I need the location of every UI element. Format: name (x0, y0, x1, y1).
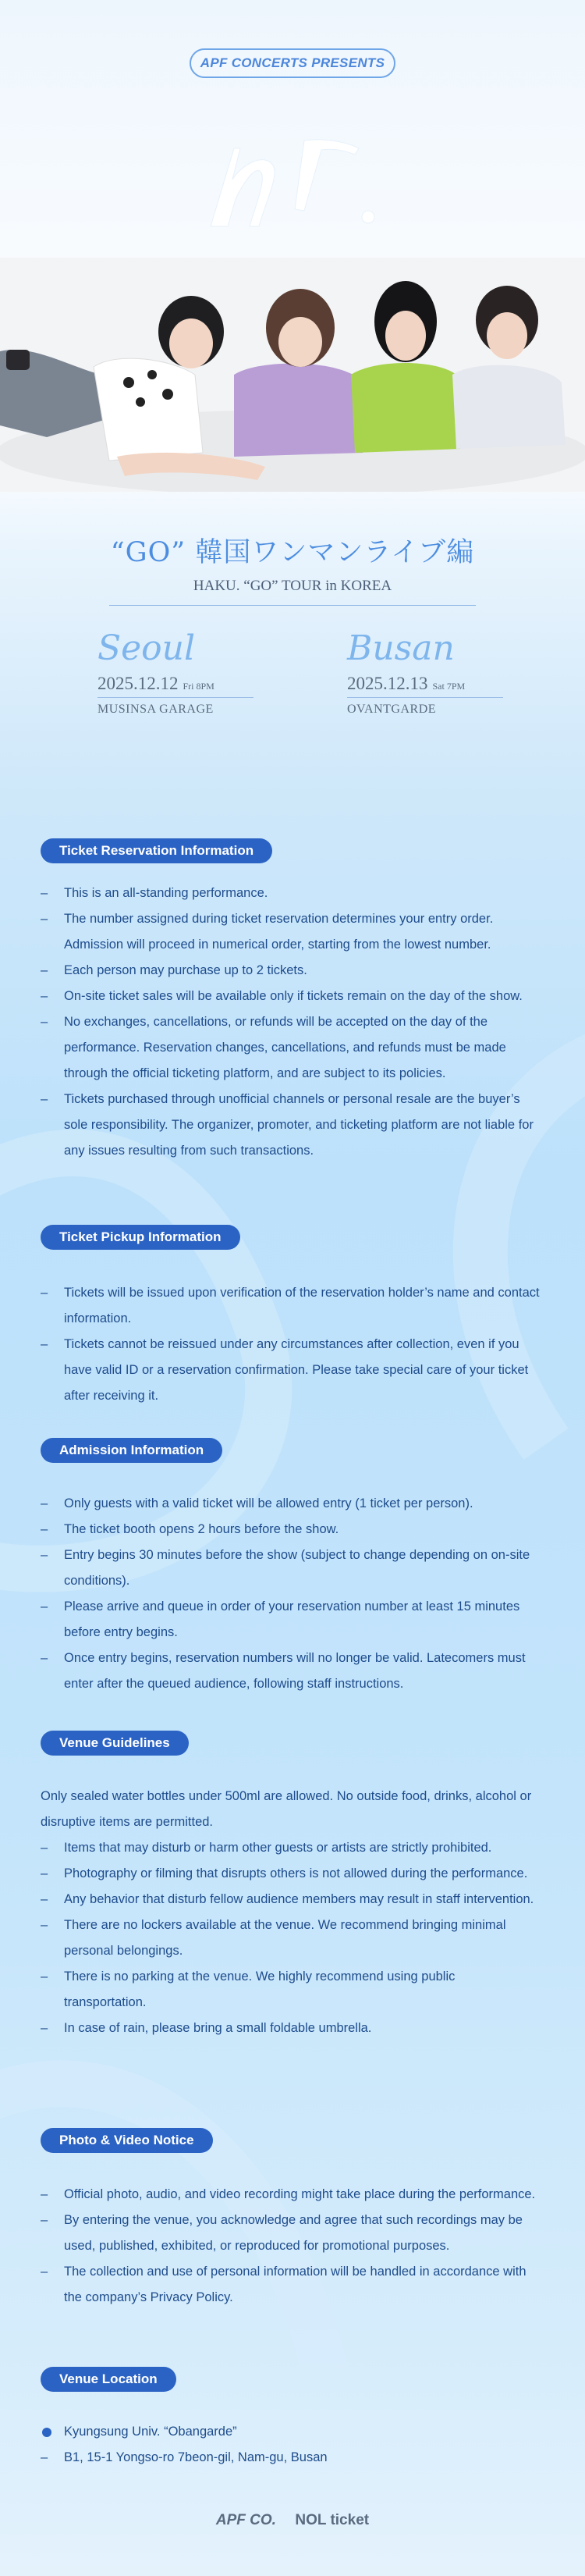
section-title-pickup: Ticket Pickup Information (41, 1225, 240, 1250)
list-item: – Items that may disturb or harm other guests or artists are strictly prohibited. (41, 1835, 540, 1861)
list-item: – Only guests with a valid ticket will be allowed entry (1 ticket per person). (41, 1491, 540, 1517)
footer-logos (0, 2512, 585, 2529)
section-title-admission: Admission Information (41, 1438, 222, 1463)
list-item: – Photography or filming that disrupts others is not allowed during the performance. (41, 1861, 540, 1887)
city-venue-seoul: MUSINSA GARAGE (98, 703, 214, 716)
list-item: – Official photo, audio, and video recording might take place during the performance. (41, 2182, 540, 2208)
city-block-busan (347, 628, 526, 717)
section-title-photo: Photo & Video Notice (41, 2128, 213, 2153)
artist-photo (0, 258, 585, 492)
list-item: – Entry begins 30 minutes before the show (subject to change depending on on-site conditions). (41, 1542, 540, 1594)
venue-intro: Only sealed water bottles under 500ml are allowed. No outside food, drinks, alcohol or disruptive items are permitted. (41, 1789, 532, 1829)
list-item: – Please arrive and queue in order of your reservation number at least 15 minutes before entry begins. (41, 1594, 540, 1646)
city-date-busan: 2025.12.13 Sat 7PM (347, 674, 466, 693)
list-item: – Any behavior that disturb fellow audience members may result in staff intervention. (41, 1887, 540, 1912)
section-title-reservation: Ticket Reservation Information (41, 838, 272, 863)
tour-subtitle: HAKU. “GO” TOUR in KOREA (193, 578, 392, 594)
reservation-list (41, 881, 540, 1164)
nol-ticket-logo: NOL ticket (295, 2512, 370, 2528)
venue-address: – B1, 15-1 Yongso-ro 7beon-gil, Nam-gu, Busan (41, 2445, 540, 2471)
list-item: – Once entry begins, reservation numbers will no longer be valid. Latecomers must enter after the queued audience, following staff instructions. (41, 1646, 540, 1697)
city-divider (347, 697, 503, 698)
section-title-location: Venue Location (41, 2367, 176, 2392)
haku-logo (187, 117, 398, 234)
page-title: “GO” 韓国ワンマンライブ編 (110, 537, 475, 568)
city-script-seoul: Seoul (98, 628, 196, 668)
list-item: – By entering the venue, you acknowledge and agree that such recordings may be used, published, exhibited, or reproduced for promotional purposes. (41, 2208, 540, 2259)
list-item: – This is an all-standing performance. (41, 881, 540, 906)
location-list (41, 2419, 540, 2471)
list-item: – The collection and use of personal information will be handled in accordance with the company’s Privacy Policy. (41, 2259, 540, 2311)
list-item: – There is no parking at the venue. We highly recommend using public transportation. (41, 1964, 540, 2016)
apf-logo: APF CO. (215, 2512, 276, 2528)
list-item: – In case of rain, please bring a small foldable umbrella. (41, 2016, 540, 2041)
list-item: – There are no lockers available at the venue. We recommend bringing minimal personal belongings. (41, 1912, 540, 1964)
list-item: – Tickets will be issued upon verification of the reservation holder’s name and contact information. (41, 1280, 540, 1332)
list-item: – Tickets cannot be reissued under any circumstances after collection, even if you have valid ID or a reservation confirmation. Please take special care of your ticket after receiving it. (41, 1332, 540, 1409)
city-divider (98, 697, 254, 698)
venue-name: Kyungsung Univ. “Obangarde” (41, 2419, 540, 2445)
city-block-seoul (98, 628, 277, 717)
city-venue-busan: OVANTGARDE (347, 703, 437, 716)
admission-list (41, 1491, 540, 1697)
photo-list (41, 2182, 540, 2311)
list-item: – The ticket booth opens 2 hours before the show. (41, 1517, 540, 1542)
city-date-seoul: 2025.12.12 Fri 8PM (98, 674, 214, 693)
section-title-venue: Venue Guidelines (41, 1731, 189, 1756)
list-item: – The number assigned during ticket reservation determines your entry order. Admission will proceed in numerical order, starting from the lowest number. (41, 906, 540, 958)
city-script-busan: Busan (347, 628, 455, 668)
pickup-list (41, 1280, 540, 1409)
list-item: – No exchanges, cancellations, or refunds will be accepted on the day of the performance. Reservation changes, cancellations, and refunds must be made through the official ticketing platform, and are subject to its policies. (41, 1009, 540, 1087)
venue-list (41, 1835, 540, 2041)
presenter-badge: APF CONCERTS PRESENTS (190, 48, 395, 78)
list-item: – On-site ticket sales will be available only if tickets remain on the day of the show. (41, 984, 540, 1009)
list-item: – Tickets purchased through unofficial channels or personal resale are the buyer’s sole responsibility. The organizer, promoter, and ticketing platform are not liable for any issues resulting from such transactions. (41, 1087, 540, 1164)
list-item: – Each person may purchase up to 2 tickets. (41, 958, 540, 984)
title-divider (109, 605, 476, 606)
